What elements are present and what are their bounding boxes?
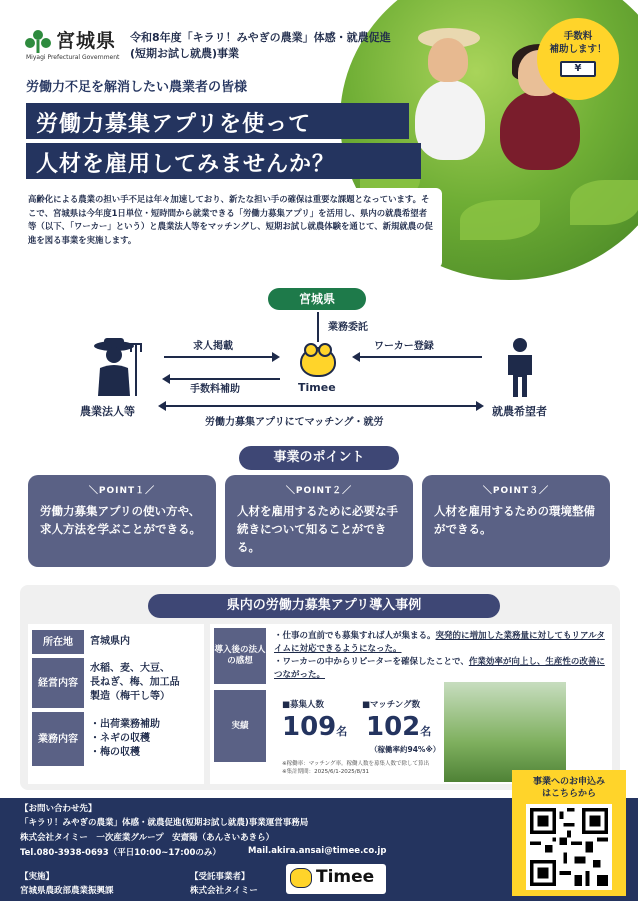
location-value: 宮城県内 bbox=[90, 636, 130, 647]
timee-node-label: Timee bbox=[298, 381, 336, 394]
business-key: 経営内容 bbox=[32, 658, 84, 708]
impl-org: 宮城県農政部農業振興課 bbox=[20, 886, 114, 896]
matching-label: 労働力募集アプリにてマッチング・就労 bbox=[205, 417, 384, 428]
matching-arrow bbox=[158, 400, 484, 412]
list-item: ・梅の収穫 bbox=[90, 747, 140, 758]
work-key: 業務内容 bbox=[32, 712, 84, 766]
contractor-name: 株式会社タイミー bbox=[190, 886, 258, 896]
seeker-node-label: 就農希望者 bbox=[492, 405, 547, 418]
business-row bbox=[32, 658, 200, 708]
contractor-heading: 【受託事業者】 bbox=[190, 872, 250, 882]
location-row bbox=[32, 630, 200, 654]
impression-text: ・仕事の直前でも募集すれば人が集まる。突発的に増加した業務量に対してもリアルタイムに対応できるようになった。 ・ワーカーの中からリピーターを確保したことで、作業効率が向上し、生産性の改善につながった。 bbox=[274, 631, 605, 680]
worker-registration-label: ワーカー登録 bbox=[374, 341, 434, 352]
job-posting-label: 求人掲載 bbox=[193, 341, 233, 352]
period-footnote: ※集計期間：2025/6/1-2025/8/31 bbox=[282, 769, 369, 775]
points-title: 事業のポイント bbox=[239, 446, 399, 470]
point-text: 人材を雇用するための環境整備ができる。 bbox=[434, 504, 595, 536]
headline-line2: 人材を雇用してみませんか？ bbox=[26, 143, 421, 179]
contact-company: 株式会社タイミー 一次産業グループ 安齋陽（あんさいあきら） bbox=[20, 833, 275, 843]
commission-label: 業務委託 bbox=[328, 322, 368, 333]
timee-mascot-icon bbox=[290, 868, 312, 888]
intro-box bbox=[20, 188, 442, 268]
point-text: 労働力募集アプリの使い方や、求人方法を学ぶことができる。 bbox=[40, 504, 201, 536]
worker-registration-arrow bbox=[352, 351, 484, 363]
prefecture-node: 宮城県 bbox=[268, 288, 366, 310]
contact-heading: 【お問い合わせ先】 bbox=[20, 804, 97, 814]
impression-key: 導入後の法人の感想 bbox=[214, 628, 266, 684]
timee-logo: Timee bbox=[286, 864, 386, 894]
matching-count-label: ■マッチング数 bbox=[362, 700, 421, 710]
logo-name: 宮城県 bbox=[56, 30, 117, 52]
operation-rate: （稼働率約94%※） bbox=[370, 745, 441, 754]
recruit-label: ■募集人数 bbox=[282, 700, 325, 710]
company-info-card bbox=[28, 624, 204, 784]
fee-subsidy-label: 手数料補助 bbox=[190, 384, 240, 395]
business-value: 水稲、麦、大豆、 長ねぎ、梅、加工品 製造（梅干し等） bbox=[90, 663, 180, 702]
application-box[interactable]: 事業へのお申込み はこちらから bbox=[512, 770, 626, 896]
headline-line1: 労働力募集アプリを使って bbox=[26, 103, 409, 139]
point-card-3 bbox=[422, 475, 610, 567]
contact-mail[interactable]: Mail.akira.ansai@timee.co.jp bbox=[248, 846, 387, 856]
program-title: 令和8年度「キラリ！みやぎの農業」体感・就農促進 (短期お試し就農)事業 bbox=[130, 31, 391, 60]
commission-arrow bbox=[317, 312, 319, 342]
hero-section bbox=[0, 0, 638, 285]
fee-subsidy-badge: 手数料 補助します！ ¥ bbox=[537, 18, 619, 100]
point-tag: ＼POINT３／ bbox=[482, 486, 550, 496]
target-audience: 労働力不足を解消したい農業者の皆様 bbox=[26, 80, 248, 95]
farm-node-label: 農業法人等 bbox=[80, 405, 135, 418]
farmer-icon bbox=[88, 338, 144, 396]
office-name: 「キラリ！みやぎの農業」体感・就農促進(短期お試し就農)事業運営事務局 bbox=[20, 818, 309, 828]
point-card-1 bbox=[28, 475, 216, 567]
matching-number: 102名 bbox=[366, 712, 432, 742]
flow-diagram bbox=[0, 285, 638, 440]
money-icon: ¥ bbox=[560, 61, 596, 77]
work-value bbox=[90, 718, 160, 760]
case-title: 県内の労働力募集アプリ導入事例 bbox=[148, 594, 500, 618]
logo-subtitle: Miyagi Prefectural Government bbox=[26, 54, 120, 61]
point-text: 人材を雇用するために必要な手続きについて知ることができる。 bbox=[237, 504, 398, 554]
list-item: ・出荷業務補助 bbox=[90, 719, 160, 730]
list-item: ・ネギの収穫 bbox=[90, 733, 150, 744]
point-card-2 bbox=[225, 475, 413, 567]
location-key: 所在地 bbox=[32, 630, 84, 654]
recruit-number: 109名 bbox=[282, 712, 348, 742]
rate-footnote: ※稼働率：マッチング率。稼働人数を募集人数で除して算出 bbox=[282, 761, 430, 767]
point-tag: ＼POINT２／ bbox=[285, 486, 353, 496]
impl-heading: 【実施】 bbox=[20, 872, 55, 882]
case-photo bbox=[444, 682, 566, 782]
miyagi-logo bbox=[24, 24, 124, 64]
intro-text: 高齢化による農業の担い手不足は年々加速しており、新たな担い手の確保は重要な課題となっています。そこで、宮城県は今年度1日単位・短時間から就業できる「労働力募集アプリ」を活用し、県内の就農希望者等（以下、「ワーカー」という）と農業法人等をマッチングし、短期お試し就農体験を通じて、新規就農の促進を図る事業を実施します。 bbox=[28, 194, 433, 245]
miyagi-emblem-icon bbox=[24, 28, 52, 54]
job-seeker-icon bbox=[505, 337, 535, 397]
qr-code-icon[interactable] bbox=[526, 804, 612, 890]
work-row bbox=[32, 712, 200, 766]
timee-mascot-icon bbox=[300, 347, 336, 377]
result-key: 実績 bbox=[214, 690, 266, 762]
point-tag: ＼POINT１／ bbox=[88, 486, 156, 496]
contact-tel[interactable]: Tel.080-3938-0693（平日10:00~17:00のみ） bbox=[20, 848, 221, 858]
